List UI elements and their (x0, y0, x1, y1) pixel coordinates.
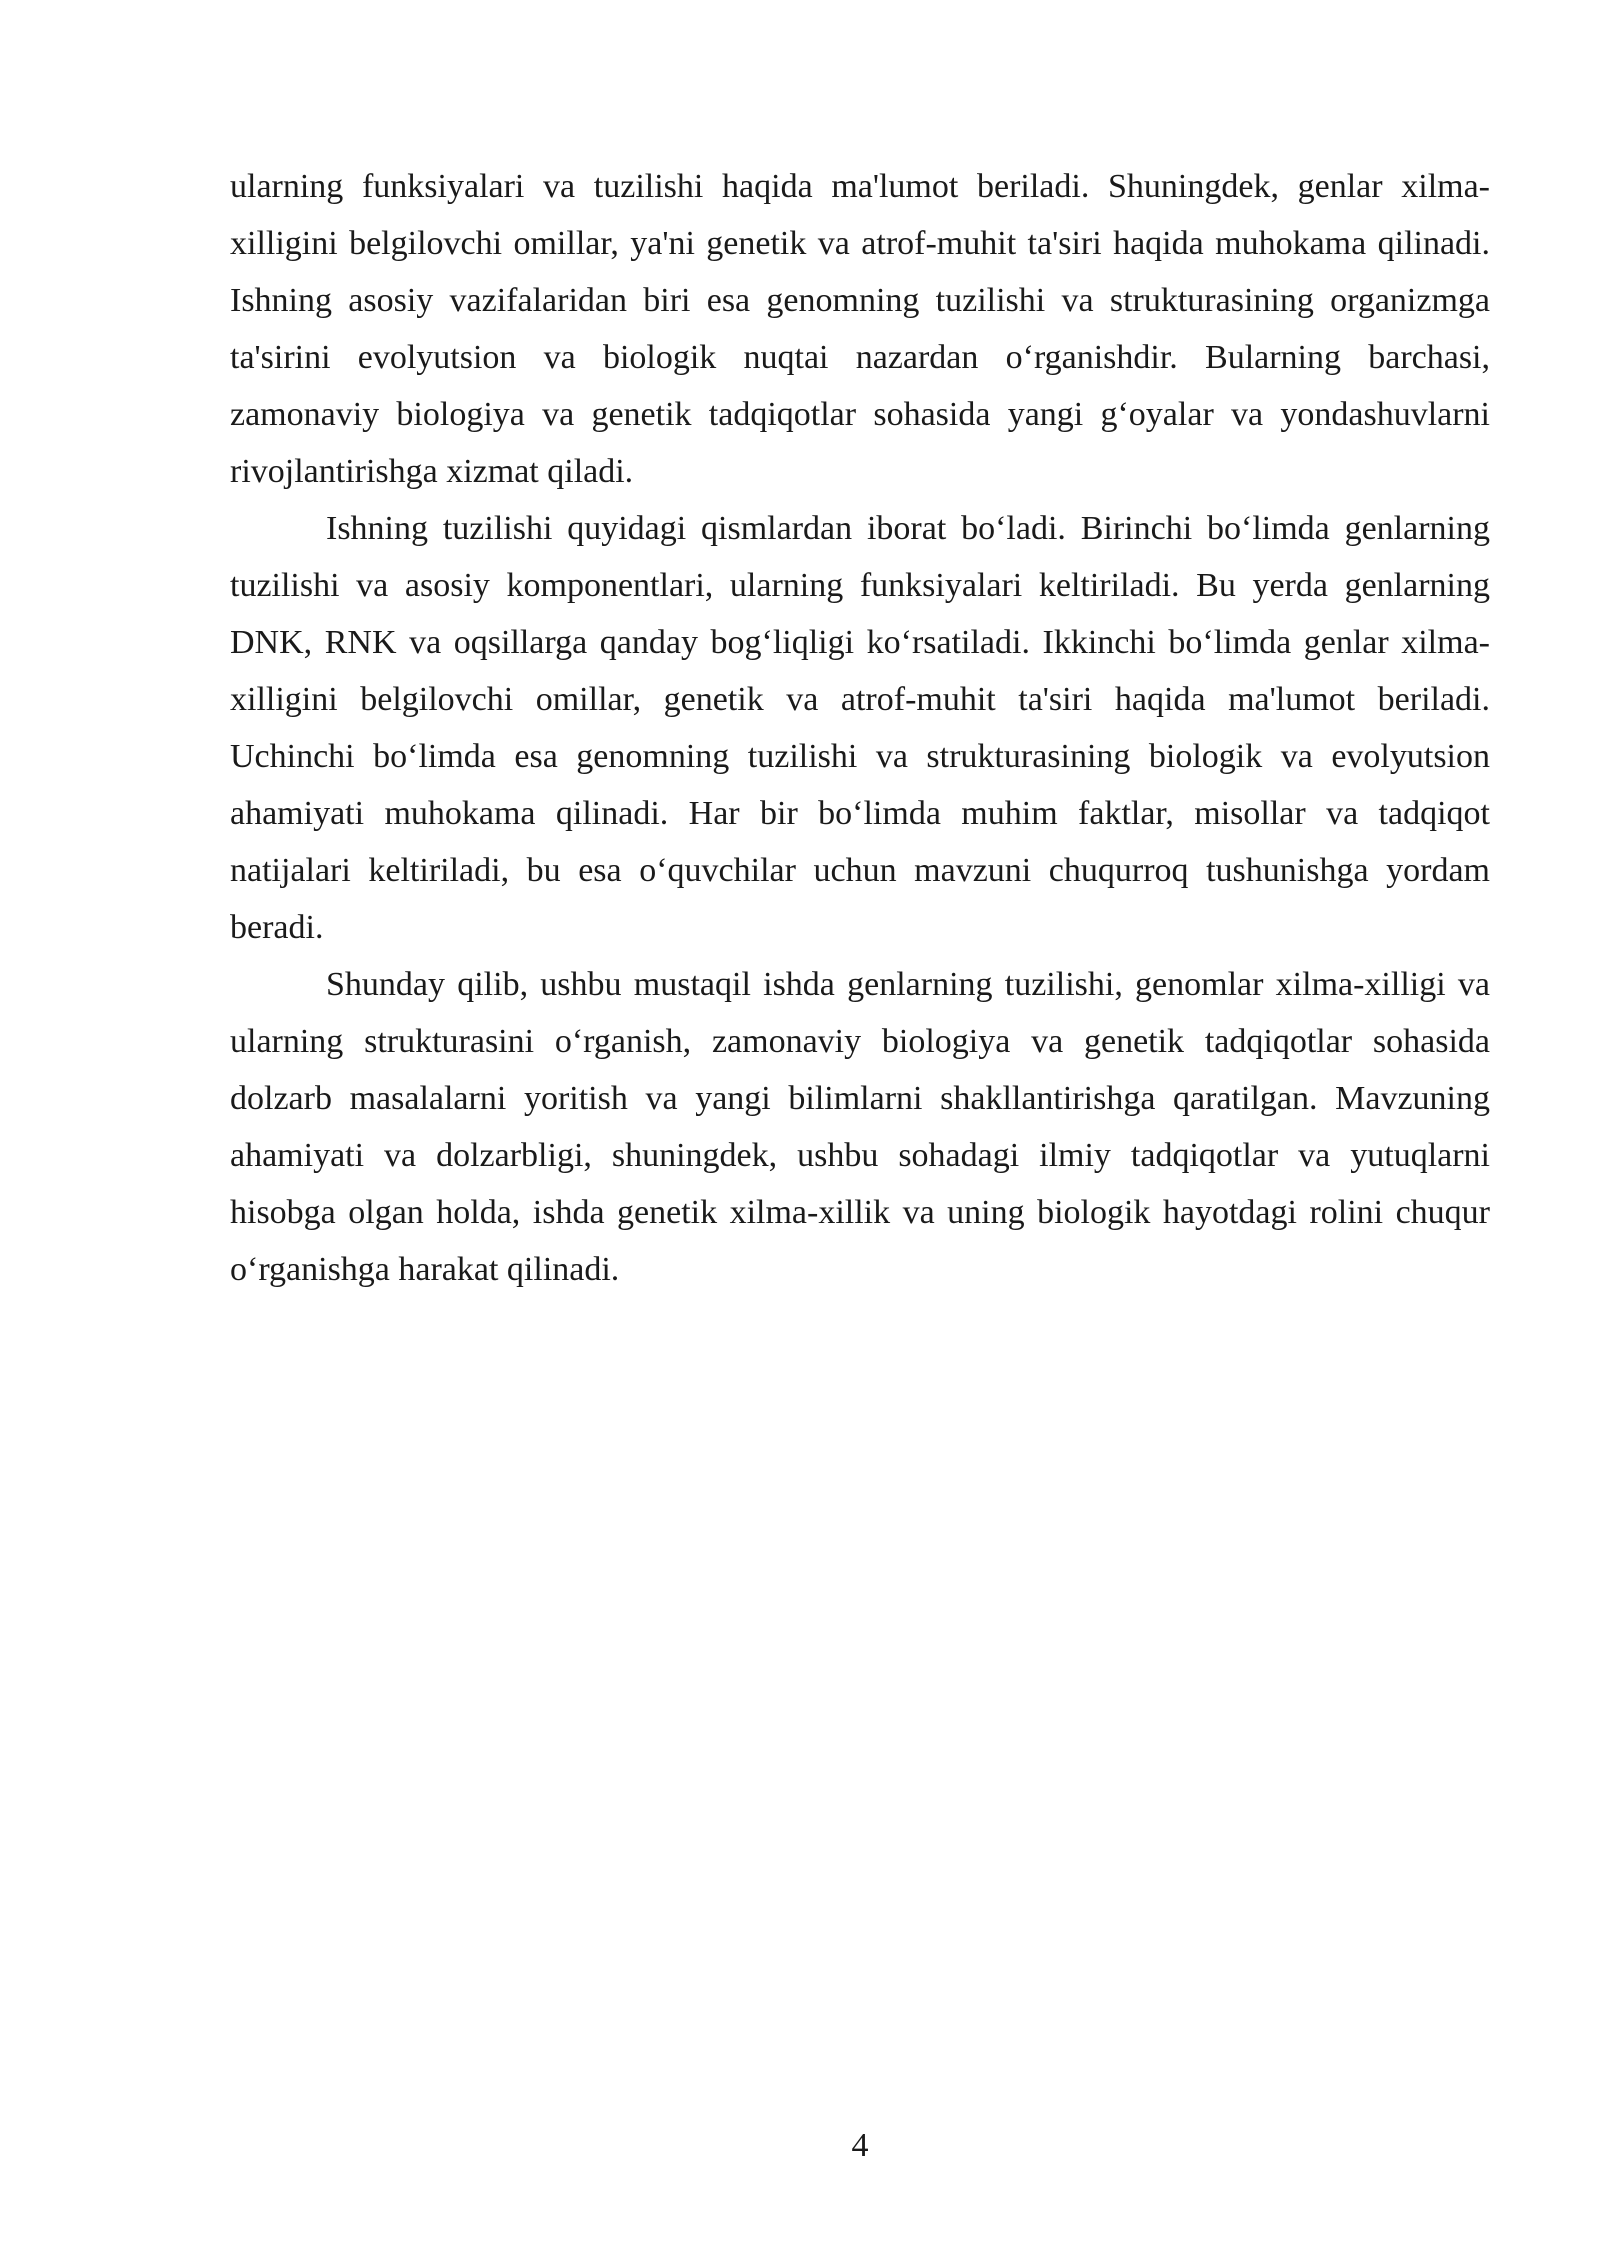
paragraph-continuation: ularning funksiyalari va tuzilishi haqida ma'lumot beriladi. Shuningdek, genlar xilma-xilligini belgilovchi omillar, ya'ni genetik va atrof-muhit ta'siri haqida muhokama qilinadi. Ishning asosiy vazifalaridan biri esa genomning tuzilishi va strukturasining organizmga ta'sirini evolyutsion va biologik nuqtai nazardan o‘rganishdir. Bularning barchasi, zamonaviy biologiya va genetik tadqiqotlar sohasida yangi g‘oyalar va yondashuvlarni rivojlantirishga xizmat qiladi. (230, 168, 1490, 490)
body-text (230, 158, 1490, 1298)
paragraph-conclusion: Shunday qilib, ushbu mustaqil ishda genlarning tuzilishi, genomlar xilma-xilligi va ularning strukturasini o‘rganish, zamonaviy biologiya va genetik tadqiqotlar sohasida dolzarb masalalarni yoritish va yangi bilimlarni shakllantirishga qaratilgan. Mavzuning ahamiyati va dolzarbligi, shuningdek, ushbu sohadagi ilmiy tadqiqotlar va yutuqlarni hisobga olgan holda, ishda genetik xilma-xillik va uning biologik hayotdagi rolini chuqur o‘rganishga harakat qilinadi. (230, 966, 1490, 1288)
paragraph-structure: Ishning tuzilishi quyidagi qismlardan iborat bo‘ladi. Birinchi bo‘limda genlarning tuzilishi va asosiy komponentlari, ularning funksiyalari keltiriladi. Bu yerda genlarning DNK, RNK va oqsillarga qanday bog‘liqligi ko‘rsatiladi. Ikkinchi bo‘limda genlar xilma-xilligini belgilovchi omillar, genetik va atrof-muhit ta'siri haqida ma'lumot beriladi. Uchinchi bo‘limda esa genomning tuzilishi va strukturasining biologik va evolyutsion ahamiyati muhokama qilinadi. Har bir bo‘limda muhim faktlar, misollar va tadqiqot natijalari keltiriladi, bu esa o‘quvchilar uchun mavzuni chuqurroq tushunishga yordam beradi. (230, 510, 1490, 946)
page-number: 4 (851, 2127, 869, 2164)
